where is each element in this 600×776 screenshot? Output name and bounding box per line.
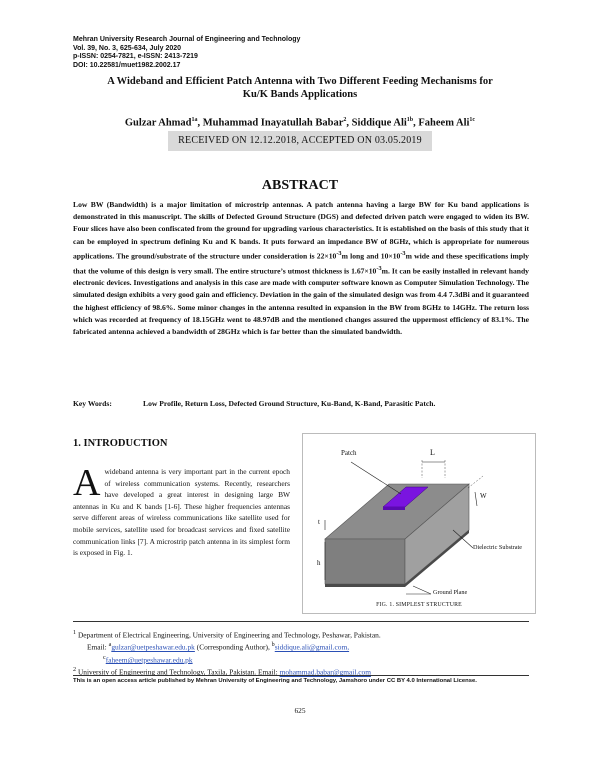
title-line-2: Ku/K Bands Applications <box>242 89 358 100</box>
email-label: Email: <box>87 642 107 652</box>
figure-1 <box>302 433 536 614</box>
keywords-label: Key Words: <box>73 399 112 408</box>
journal-volume: Vol. 39, No. 3, 625-634, July 2020 <box>73 44 182 52</box>
author-affiliation: 2 <box>343 117 347 123</box>
journal-doi[interactable]: DOI: 10.22581/muet1982.2002.17 <box>73 61 181 69</box>
email-link-c[interactable]: faheem@uetpeshawar.edu.pk <box>105 655 193 665</box>
footnote-divider <box>73 621 529 622</box>
patch-label: Patch <box>341 449 357 457</box>
figure-caption: FIG. 1. SIMPLEST STRUCTURE <box>376 602 462 608</box>
title-line-1: A Wideband and Efficient Patch Antenna with Two Different Feeding Mechanisms for <box>107 76 493 87</box>
exponent: -3 <box>336 249 342 257</box>
author-affiliation: 1c <box>469 117 476 123</box>
patch-front-face <box>383 507 405 510</box>
author-name: Faheem Ali <box>418 117 470 129</box>
exponent: -3 <box>400 249 406 257</box>
journal-issn: p-ISSN: 0254-7821, e-ISSN: 2413-7219 <box>73 53 198 60</box>
author-name: Gulzar Ahmad <box>124 117 192 129</box>
footnotes <box>73 628 533 678</box>
width-label: W <box>480 492 487 500</box>
ground-label: Ground Plane <box>433 589 468 596</box>
footnote-1-text: Department of Electrical Engineering, University of Engineering and Technology, Peshawar, Pakistan. <box>77 630 381 640</box>
length-label: L <box>430 448 435 457</box>
abstract-text: m wide and these specifications imply that the volume of this design is very small. The entire structure’s utmost thickness is 1.67×10 <box>73 251 529 276</box>
footnote-1: $^1$ Department of Electrical Engineering, University of Engineering and Technology, Peshawar, Pakistan. <box>73 630 381 640</box>
paper-title <box>60 75 540 101</box>
introduction-body <box>73 462 290 559</box>
license-divider <box>73 675 529 676</box>
drop-cap: A <box>73 462 101 504</box>
keywords-text: Low Profile, Return Loss, Defected Ground Structure, Ku-Band, K-Band, Parasitic Patch. <box>143 399 436 408</box>
keywords <box>73 399 435 408</box>
abstract-text: Low BW (Bandwidth) is a major limitation of microstrip antennas. A patch antenna having a large BW for Ku band applications is demonstrated in this manuscript. The skills of Defected Ground Structure (DGS) and defected driven patch were engaged to widen its BW. Four slices have also been confiscated from the ground for upgrading various characteristics. It is established on the basis of this study that it can be employed in spectrum defining Ku and K bands. It puts forward an impedance BW of 8GHz, which is appropriate for numerous applications. The ground/substrate of the structure under consideration is 22×10 <box>73 200 529 261</box>
author-affiliation: 1b <box>406 117 414 123</box>
patch-leader-line <box>351 462 401 494</box>
substrate-label: Dielectric Substrate <box>473 544 522 551</box>
journal-name: Mehran University Research Journal of Engineering and Technology <box>73 36 301 43</box>
license-notice: This is an open access article published by Mehran University of Engineering and Technology, Jamshoro under CC BY 4.0 International License. <box>73 678 477 684</box>
footnote-1-email-c: $^c$faheem@uetpeshawar.edu.pk <box>103 654 193 665</box>
journal-header <box>73 36 300 70</box>
author-list: Gulzar Ahmad$^{1a}$, Muhammad Inayatullah Babar$^2$, Siddique Ali$^{1b}$, Faheem Ali$^{1c}$ <box>124 117 476 129</box>
abstract-body <box>73 199 529 338</box>
author-name: Muhammad Inayatullah Babar <box>202 117 344 129</box>
width-dimension-line <box>468 476 483 488</box>
email-link-a[interactable]: gulzar@uetpeshawar.edu.pk <box>111 642 195 652</box>
received-banner: RECEIVED ON 12.12.2018, ACCEPTED ON 03.05.2019 <box>168 131 432 151</box>
exponent: -3 <box>376 264 382 272</box>
footnote-2-text: University of Engineering and Technology, Taxila, Pakistan. Email: <box>77 667 278 677</box>
footnote-2: $^2$ University of Engineering and Technology, Taxila, Pakistan. Email: mohammad.babar@gmail.com <box>73 667 371 677</box>
section-heading-introduction: 1. INTRODUCTION <box>73 438 168 449</box>
corresponding-author-note: (Corresponding Author), <box>196 642 270 652</box>
introduction-text: wideband antenna is very important part in the current epoch of wireless communication systems. Recently, researchers have developed a great interest in designing large BW antennas in Ku and K bands [1-6]. These higher frequencies antennas serve different areas of wireless communications like satellite used for mobile services, satellite used for broadcast services and fixed satellite communication links [7]. A microstrip patch antenna in its simplest form is exposed in Fig. 1. <box>73 467 290 558</box>
abstract-text: m long and 10×10 <box>341 251 401 261</box>
email-link-b[interactable]: siddique.ali@gmail.com, <box>274 642 350 652</box>
email-link-babar[interactable]: mohammad.babar@gmail.com <box>279 667 371 677</box>
substrate-front-face <box>325 539 405 584</box>
antenna-diagram <box>303 434 537 615</box>
author-name: Siddique Ali <box>351 117 407 129</box>
footnote-1-emails: Email: $^a$gulzar@uetpeshawar.edu.pk (Corresponding Author), $^b$siddique.ali@gmail.com, <box>87 642 350 652</box>
abstract-heading: ABSTRACT <box>261 178 339 193</box>
abstract-text: m. It can be easily installed in relevant handy electronic devices. Investigations and analysis in this case are made with computer software known as Computer Simulation Technology. The simulated design exhibits a very good gain and efficiency. Deviation in the gain of the simulated design was from 4.4 7.3dBi and it guaranteed the highest efficiency of 98.6%. Some minor changes in the antenna resulted in expansion in the BW from 8GHz to 14GHz. The return loss which was recorded at frequency of 18.15GHz went to 48.97dB and the mentioned changes assured the uppermost efficiency of 83.1%. The fabricated antenna achieved a bandwidth of 28GHz which is far better than the simulated bandwidth. <box>73 266 529 337</box>
height-label: h <box>317 559 321 567</box>
page-number: 625 <box>294 706 306 715</box>
thickness-label: t <box>318 518 320 526</box>
author-affiliation: 1a <box>191 117 198 123</box>
ground-leader-line <box>413 586 431 594</box>
